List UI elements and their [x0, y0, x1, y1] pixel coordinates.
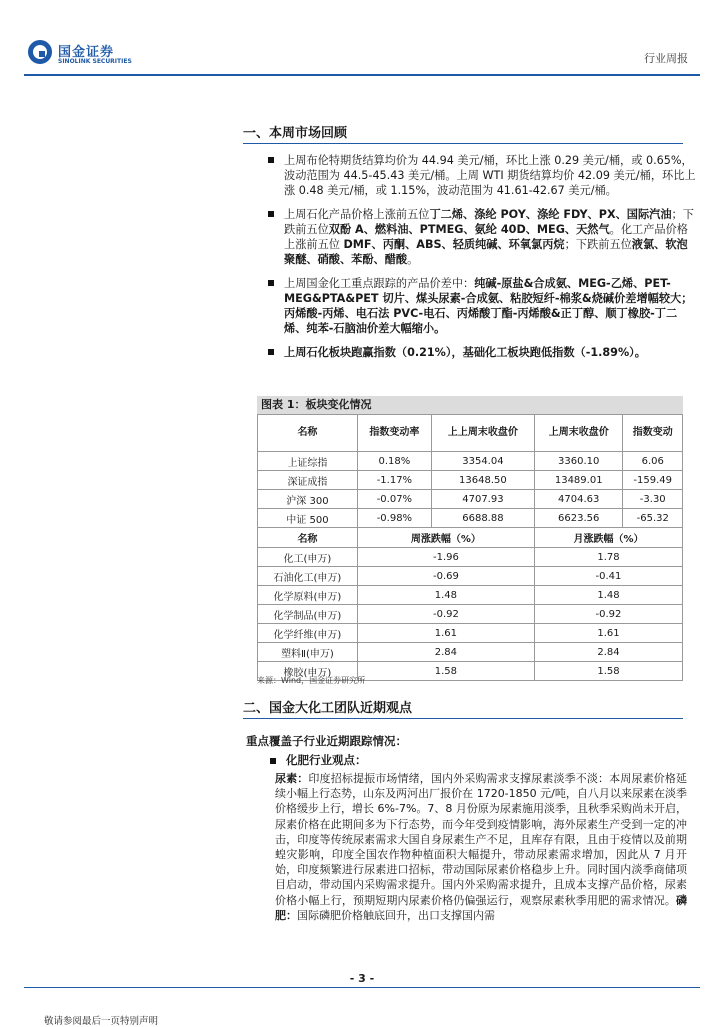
table-header-row-2 — [258, 528, 683, 548]
table-cell: 1.78 — [534, 548, 682, 567]
table-row — [258, 509, 683, 528]
table-row — [258, 490, 683, 509]
bullet-square-icon — [268, 157, 274, 163]
bullet-square-icon — [270, 758, 276, 764]
bullet-square-icon — [268, 349, 274, 355]
table-cell: 3354.04 — [431, 452, 534, 471]
table-cell: 6.06 — [623, 452, 683, 471]
figure-1-title: 图表 1：板块变化情况 — [257, 396, 683, 414]
section-2-rule — [243, 718, 683, 719]
table-cell: -159.49 — [623, 471, 683, 490]
table-cell: 1.48 — [534, 586, 682, 605]
table-cell: 4704.63 — [534, 490, 623, 509]
table-header-row — [258, 415, 683, 452]
column-header: 指数变动 — [623, 415, 683, 452]
table-cell: -65.32 — [623, 509, 683, 528]
table-cell: 1.58 — [357, 662, 534, 681]
header-rule — [24, 74, 700, 76]
table-cell: 深证成指 — [258, 471, 358, 490]
table-cell: -0.41 — [534, 567, 682, 586]
table-cell: -3.30 — [623, 490, 683, 509]
table-row — [258, 471, 683, 490]
table-cell: -0.98% — [357, 509, 431, 528]
table-cell: 中证 500 — [258, 509, 358, 528]
section-1-title: 一、本周市场回顾 — [243, 126, 348, 141]
bullet-square-icon — [268, 211, 274, 217]
table-row — [258, 548, 683, 567]
table-cell: -0.07% — [357, 490, 431, 509]
fertilizer-subhead — [270, 752, 367, 768]
table-row — [258, 605, 683, 624]
table-cell: 化学纤维(申万) — [258, 624, 358, 643]
column-header: 周涨跌幅（%） — [357, 528, 534, 548]
brand-name-en: SINOLINK SECURITIES — [58, 58, 132, 65]
review-bullet — [268, 207, 698, 267]
table-cell: 1.61 — [357, 624, 534, 643]
table-cell: 石油化工(申万) — [258, 567, 358, 586]
table-cell: 0.18% — [357, 452, 431, 471]
table-cell: 塑料Ⅱ(申万) — [258, 643, 358, 662]
disclaimer: 敬请参阅最后一页特别声明 — [44, 1016, 159, 1027]
table-cell: 1.61 — [534, 624, 682, 643]
table-cell: 沪深 300 — [258, 490, 358, 509]
bullet-text: 上周石化板块跑赢指数（0.21%），基础化工板块跑低指数（-1.89%）。 — [284, 346, 646, 359]
table-cell: -0.92 — [534, 605, 682, 624]
page-number: - 3 - — [349, 972, 375, 985]
review-bullet — [268, 276, 698, 336]
table-cell: -1.17% — [357, 471, 431, 490]
column-header: 月涨跌幅（%） — [534, 528, 682, 548]
table-cell: 6623.56 — [534, 509, 623, 528]
logo-mark-icon — [28, 40, 52, 64]
table-cell: 3360.10 — [534, 452, 623, 471]
table-cell: -0.69 — [357, 567, 534, 586]
column-header: 名称 — [258, 415, 358, 452]
table-cell: 1.48 — [357, 586, 534, 605]
table-cell: 1.58 — [534, 662, 682, 681]
table-cell: 化工(申万) — [258, 548, 358, 567]
report-type: 行业周报 — [644, 52, 688, 65]
column-header: 上周末收盘价 — [534, 415, 623, 452]
table-cell: 橡胶(申万) — [258, 662, 358, 681]
fertilizer-subhead-text: 化肥行业观点： — [286, 753, 367, 767]
table-cell: 上证综指 — [258, 452, 358, 471]
table-cell: -1.96 — [357, 548, 534, 567]
figure-source: 来源：Wind，国金证券研究所 — [257, 676, 366, 685]
section-2-title: 二、国金大化工团队近期观点 — [243, 701, 413, 716]
table-cell: 13489.01 — [534, 471, 623, 490]
review-bullet — [268, 345, 698, 360]
column-header: 上上周末收盘价 — [431, 415, 534, 452]
sector-change-table — [257, 414, 683, 681]
table-cell: 化学原料(申万) — [258, 586, 358, 605]
coverage-subhead: 重点覆盖子行业近期跟踪情况： — [246, 734, 407, 748]
column-header: 指数变动率 — [357, 415, 431, 452]
table-cell: 13648.50 — [431, 471, 534, 490]
review-bullet — [268, 153, 698, 198]
table-row — [258, 643, 683, 662]
brand-logo — [28, 40, 148, 70]
column-header: 名称 — [258, 528, 358, 548]
table-row — [258, 586, 683, 605]
table-cell: 4707.93 — [431, 490, 534, 509]
bullet-text: 上周国金化工重点跟踪的产品价差中：纯碱-原盐&合成氨、MEG-乙烯、PET-MEG&PTA&PET 切片、煤头尿素-合成氨、粘胶短纤-棉浆&烧碱价差增幅较大；丙烯酸-丙烯、电石法 PVC-电石、丙烯酸丁酯-丙烯酸&正丁醇、顺丁橡胶-丁二烯、纯苯-石脑油价差大幅缩小。 — [284, 277, 693, 335]
table-cell: 2.84 — [534, 643, 682, 662]
section-1-rule — [243, 143, 683, 144]
table-cell: -0.92 — [357, 605, 534, 624]
brand-name-cn: 国金证券 — [58, 45, 115, 60]
fertilizer-paragraph: 尿素：印度招标提振市场情绪，国内外采购需求支撑尿素淡季不淡：本周尿素价格延续小幅上行态势，山东及两河出厂报价在 1720-1850 元/吨，自八月以来尿素在淡季价格缓步上行，增长 6%-7%。7、8 月份原为尿素施用淡季，且秋季采购尚未开启，尿素价格在此期间多为下行态势，而今年受到疫情影响，海外尿素生产受到一定的冲击，印度等传统尿素需求大国自身尿素生产不足，且库存有限，且由于疫情以及前期蝗灾影响，印度全国农作物种植面积大幅提升，带动尿素需求增加，因此从 7 月开始，印度频繁进行尿素进口招标，带动国际尿素价格稳步上升。同时国内淡季商储项目启动，带动国内采购需求提升。国内外采购需求提升，且成本支撑产品价格，尿素价格小幅上行，预期短期内尿素价格仍偏强运行，观察尿素秋季用肥的需求情况。磷肥：国际磷肥价格触底回升，出口支撑国内需 — [275, 772, 688, 922]
table-row — [258, 452, 683, 471]
table-cell: 化学制品(申万) — [258, 605, 358, 624]
table-row — [258, 567, 683, 586]
page-header — [0, 0, 724, 80]
bullet-text: 上周布伦特期货结算均价为 44.94 美元/桶，环比上涨 0.29 美元/桶，或 0.65%，波动范围为 44.5-45.43 美元/桶。上周 WTI 期货结算均价 42.09 美元/桶，环比上涨 0.48 美元/桶，或 1.15%，波动范围为 41.61-42.67 美元/桶。 — [284, 154, 696, 197]
table-row — [258, 624, 683, 643]
bullet-text: 上周石化产品价格上涨前五位丁二烯、涤纶 POY、涤纶 FDY、PX、国际汽油；下跌前五位双酚 A、燃料油、PTMEG、氨纶 40D、MEG、天然气。化工产品价格上涨前五位 DMF、丙酮、ABS、轻质纯碱、环氧氯丙烷；下跌前五位液氯、软泡聚醚、硝酸、苯酚、醋酸。 — [284, 208, 694, 266]
table-cell: 6688.88 — [431, 509, 534, 528]
footer-rule — [24, 987, 700, 988]
market-review-list — [268, 153, 698, 369]
table-cell: 2.84 — [357, 643, 534, 662]
bullet-square-icon — [268, 280, 274, 286]
